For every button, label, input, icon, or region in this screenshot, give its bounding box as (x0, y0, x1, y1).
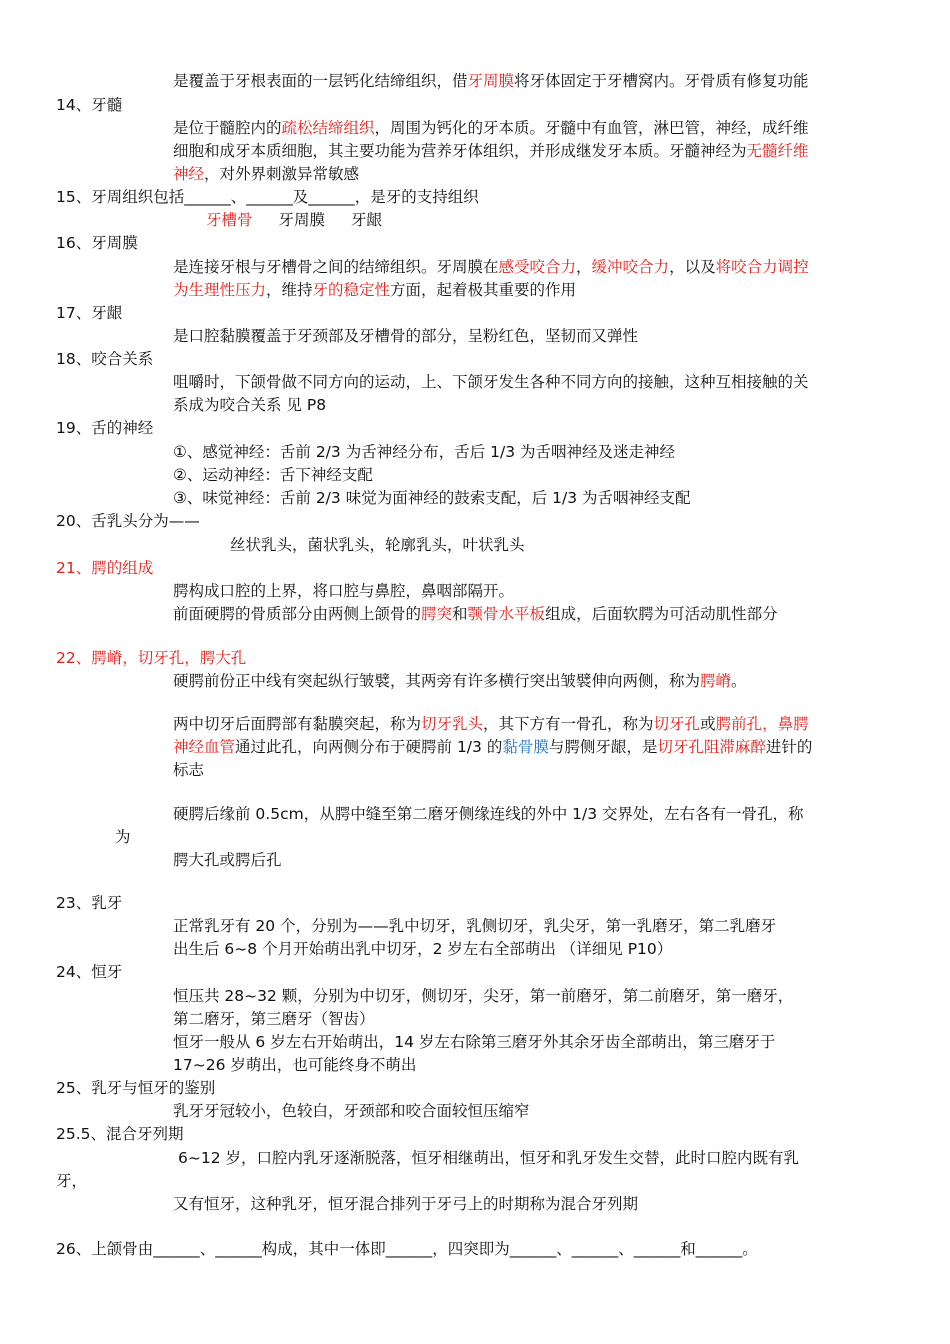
heading-20: 20、舌乳头分为—— (56, 512, 200, 530)
highlight-text: 腭突 (421, 605, 453, 623)
text-line-18a: 咀嚼时，下颌骨做不同方向的运动，上、下颌牙发生各种不同方向的接触，这种互相接触的关 (173, 373, 809, 391)
heading-21: 21、腭的组成 (56, 559, 154, 577)
text-line-255a: 6~12 岁，口腔内乳牙逐渐脱落，恒牙相继萌出，恒牙和乳牙发生交替，此时口腔内既有乳 (178, 1149, 800, 1167)
highlight-text: 腭嵴 (700, 672, 732, 690)
highlight-text: 为生理性压力 (173, 281, 267, 299)
heading-24: 24、恒牙 (56, 963, 123, 981)
highlight-text: 颚骨水平板 (467, 605, 546, 623)
text-line-16b (173, 279, 576, 301)
text-line-22b (173, 713, 809, 735)
text-line-14b (173, 140, 809, 162)
text-line-14c (173, 163, 359, 185)
text-line-17: 是口腔黏膜覆盖于牙颈部及牙槽骨的部分，呈粉红色，坚韧而又弹性 (173, 327, 639, 345)
text-line-19a: ①、感觉神经：舌前 2/3 为舌神经分布，舌后 1/3 为舌咽神经及迷走神经 (173, 443, 675, 461)
text-line-22a (173, 670, 747, 692)
text-line-14a (173, 117, 809, 139)
text: 进针的 (765, 738, 813, 756)
text-line-16a (173, 256, 809, 278)
heading-17: 17、牙龈 (56, 304, 123, 322)
text-line-25: 乳牙牙冠较小，色较白，牙颈部和咬合面较恒压缩窄 (173, 1102, 530, 1120)
text: 组成，后面软腭为可活动肌性部分 (545, 605, 778, 623)
highlight-text: 缓冲咬合力 (591, 258, 670, 276)
text-line-22c (173, 736, 812, 758)
text: ，以及 (669, 258, 716, 276)
text: ， (576, 258, 592, 276)
heading-26: 26、上颌骨由______、______构成，其中一体即______，四突即为______、______、______和______。 (56, 1240, 758, 1258)
text-line-19b: ②、运动神经：舌下神经支配 (173, 466, 373, 484)
highlight-text: 牙周膜 (467, 72, 515, 90)
text: ，维持 (266, 281, 313, 299)
text-line-22d: 标志 (173, 761, 205, 779)
highlight-text: 疏松结缔组织 (281, 119, 375, 137)
highlight-text: 将咬合力调控 (715, 258, 809, 276)
text: 与腭侧牙龈，是 (548, 738, 658, 756)
highlight-text: 切牙乳头 (421, 715, 484, 733)
text-line-23b: 出生后 6~8 个月开始萌出乳中切牙，2 岁左右全部萌出 （详细见 P10） (173, 940, 673, 958)
highlight-text: 黏骨膜 (502, 738, 549, 756)
text: 前面硬腭的骨质部分由两侧上颌骨的 (173, 605, 422, 623)
heading-19: 19、舌的神经 (56, 419, 154, 437)
highlight-text: 牙的稳定性 (312, 281, 391, 299)
text: 细胞和成牙本质细胞，其主要功能为营养牙体组织，并形成继发牙本质。牙髓神经为 (173, 142, 747, 160)
heading-18: 18、咬合关系 (56, 350, 154, 368)
text: 是覆盖于牙根表面的一层钙化结缔组织，借 (173, 72, 468, 90)
text: ，对外界刺激异常敏感 (204, 165, 360, 183)
text-line-18b: 系成为咬合关系 见 P8 (173, 396, 327, 414)
text-line-255b: 牙， (56, 1172, 88, 1190)
text-line-24d: 17~26 岁萌出，也可能终身不萌出 (173, 1056, 417, 1074)
heading-23: 23、乳牙 (56, 894, 123, 912)
text-line-22e: 硬腭后缘前 0.5cm，从腭中缝至第二磨牙侧缘连线的外中 1/3 交界处，左右各有一骨孔，称 (173, 805, 804, 823)
highlight-text: 神经血管 (173, 738, 236, 756)
text-line-cementum (173, 70, 809, 92)
text: 和 (452, 605, 468, 623)
highlight-text: 神经 (173, 165, 205, 183)
text-line-21b (173, 603, 778, 625)
heading-25: 25、乳牙与恒牙的鉴别 (56, 1079, 216, 1097)
text: 或 (700, 715, 716, 733)
heading-14: 14、牙髓 (56, 96, 123, 114)
heading-16: 16、牙周膜 (56, 234, 138, 252)
highlight-text: 切牙孔阻滞麻醉 (657, 738, 766, 756)
highlight-text: 感受咬合力 (498, 258, 577, 276)
highlight-text: 腭前孔，鼻腭 (715, 715, 809, 733)
text-line-255c: 又有恒牙，这种乳牙，恒牙混合排列于牙弓上的时期称为混合牙列期 (173, 1195, 639, 1213)
text: 两中切牙后面腭部有黏膜突起，称为 (173, 715, 422, 733)
text-line-24c: 恒牙一般从 6 岁左右开始萌出，14 岁左右除第三磨牙外其余牙齿全部萌出，第三磨牙于 (173, 1033, 776, 1051)
text: 通过此孔，向两侧分布于硬腭前 1/3 的 (235, 738, 503, 756)
text-line-20: 丝状乳头，菌状乳头，轮廓乳头，叶状乳头 (230, 536, 525, 554)
text: ，其下方有一骨孔，称为 (483, 715, 654, 733)
answer-text: 牙周膜 (278, 211, 326, 229)
text-line-19c: ③、味觉神经：舌前 2/3 味觉为面神经的鼓索支配，后 1/3 为舌咽神经支配 (173, 489, 691, 507)
text-line-22f: 为 (115, 828, 131, 846)
text: 是位于髓腔内的 (173, 119, 282, 137)
text-line-24b: 第二磨牙，第三磨牙（智齿） (173, 1010, 375, 1028)
text: ，周围为钙化的牙本质。牙髓中有血管，淋巴管，神经，成纤维 (374, 119, 809, 137)
text: 是连接牙根与牙槽骨之间的结缔组织。牙周膜在 (173, 258, 499, 276)
highlight-text: 无髓纤维 (746, 142, 809, 160)
heading-15: 15、牙周组织包括______、______及______，是牙的支持组织 (56, 188, 479, 206)
text-line-24a: 恒压共 28~32 颗，分别为中切牙，侧切牙，尖牙，第一前磨牙，第二前磨牙，第一磨牙， (173, 987, 794, 1005)
answer-text: 牙槽骨 (206, 211, 253, 229)
text: 。 (731, 672, 747, 690)
heading-22: 22、腭嵴，切牙孔，腭大孔 (56, 649, 247, 667)
text: 将牙体固定于牙槽窝内。牙骨质有修复功能 (514, 72, 809, 90)
text: 硬腭前份正中线有突起纵行皱襞，其两旁有许多横行突出皱襞伸向两侧，称为 (173, 672, 701, 690)
text: 方面，起着极其重要的作用 (390, 281, 577, 299)
answer-line-15 (206, 209, 382, 231)
heading-25-5: 25.5、混合牙列期 (56, 1125, 184, 1143)
answer-text: 牙龈 (351, 211, 383, 229)
text-line-22g: 腭大孔或腭后孔 (173, 851, 282, 869)
text-line-21a: 腭构成口腔的上界，将口腔与鼻腔，鼻咽部隔开。 (173, 582, 515, 600)
highlight-text: 切牙孔 (653, 715, 701, 733)
text-line-23a: 正常乳牙有 20 个，分别为——乳中切牙，乳侧切牙，乳尖牙，第一乳磨牙，第二乳磨牙 (173, 917, 777, 935)
